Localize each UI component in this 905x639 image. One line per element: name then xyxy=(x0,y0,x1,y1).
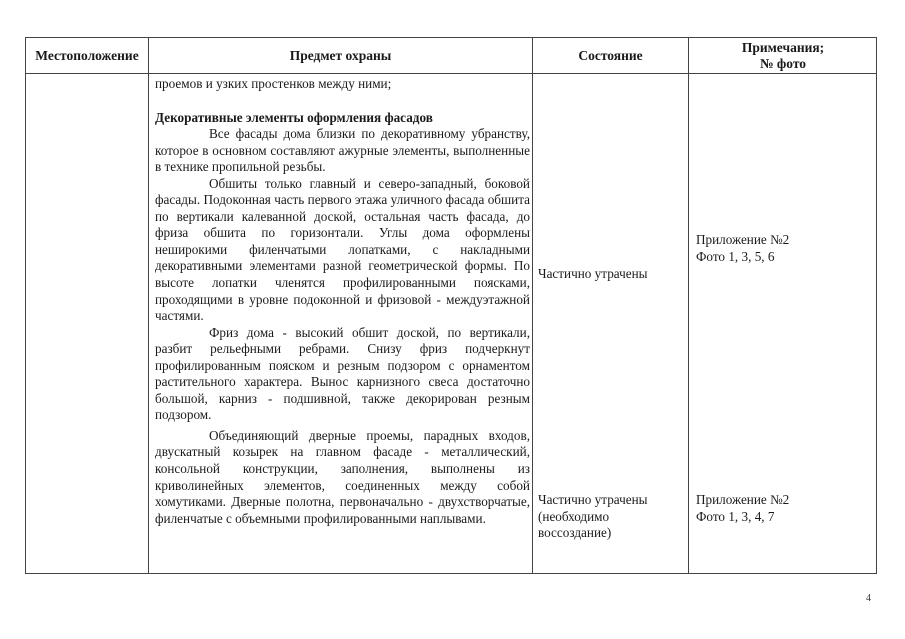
row2-condition-line2: (необходимо xyxy=(538,508,610,524)
section-heading: Декоративные элементы оформления фасадов xyxy=(155,109,433,125)
header-notes xyxy=(689,38,877,74)
paragraph-continuation: проемов и узких простенков между ними; xyxy=(155,76,392,91)
row2-notes xyxy=(696,492,789,525)
row2-condition-line1: Частично утрачены xyxy=(538,492,648,507)
col-divider-2 xyxy=(532,38,533,573)
header-notes-line1: Примечания; xyxy=(741,40,825,55)
header-notes-line2: № фото xyxy=(759,56,807,71)
paragraph: Все фасады дома близки по декоративному убранству, которое в основном составляют ажурные элементы, выполненные в технике пропильной резьбы. xyxy=(155,126,530,175)
protection-table xyxy=(25,37,877,574)
paragraph: Обшиты только главный и северо-западный, боковой фасады. Подоконная часть первого этажа уличного фасада обшита по вертикали калеванной доской, остальная часть фасада, до фриза обшита по горизонтали. Углы дома оформлены неширокими филенчатыми лопатками, с накладными декоративными элементами разной геометрической формы. По высоте лопатки членятся профилированными поясками, проходящими в уровне подоконной и фризовой - междуэтажной частями. xyxy=(155,175,530,324)
header-subject: Предмет охраны xyxy=(289,48,392,63)
page-number: 4 xyxy=(866,593,871,604)
row2-condition xyxy=(538,492,648,542)
header-condition: Состояние xyxy=(578,48,643,63)
paragraph: Объединяющий дверные проемы, парадных входов, двускатный козырек на главном фасаде - металлический, консольной конструкции, заполнения, выполнены из криволинейных элементов, соединенных между собой хомутиками. Дверные полотна, первоначально - двухстворчатые, филенчатые с объемными профилированными наплывами. xyxy=(155,427,530,526)
row1-notes xyxy=(696,232,789,265)
row2-condition-line3: воссоздание) xyxy=(538,525,612,541)
col-divider-1 xyxy=(148,38,149,573)
paragraph: Фриз дома - высокий обшит доской, по вертикали, разбит рельефными ребрами. Снизу фриз подчеркнут профилированным пояском и резным подзором с орнаментом растительного характера. Вынос карнизного свеса достаточно большой, карниз - подшивной, также декорирован резным подзором. xyxy=(155,324,530,423)
col-divider-3 xyxy=(688,38,689,573)
row1-notes-line1: Приложение №2 xyxy=(696,232,790,247)
subject-text xyxy=(155,76,530,527)
header-location: Местоположение xyxy=(35,48,139,63)
row2-notes-line1: Приложение №2 xyxy=(696,492,790,507)
row1-condition: Частично утрачены xyxy=(538,266,648,281)
row1-notes-line2: Фото 1, 3, 5, 6 xyxy=(696,248,775,264)
row2-notes-line2: Фото 1, 3, 4, 7 xyxy=(696,508,775,524)
